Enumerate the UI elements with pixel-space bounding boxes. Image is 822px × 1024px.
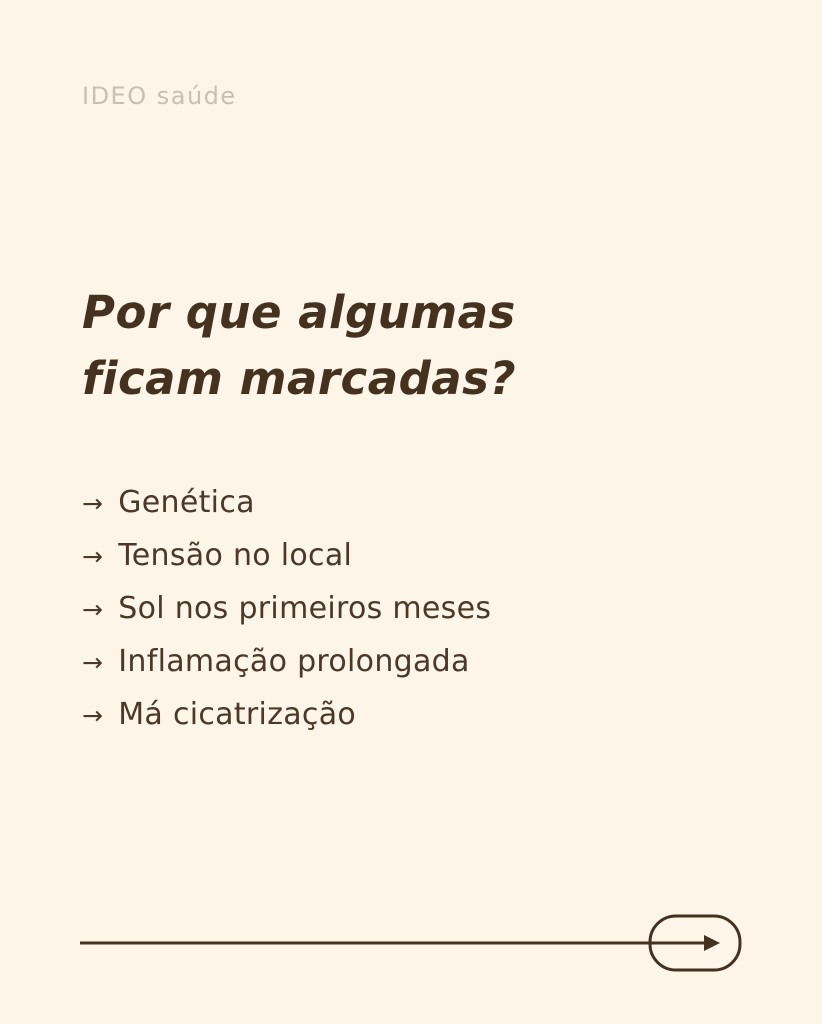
list-item-label: Tensão no local xyxy=(118,538,353,573)
arrow-bullet-icon: → xyxy=(82,489,104,518)
arrow-bullet-icon: → xyxy=(82,701,104,730)
list-item xyxy=(82,636,491,689)
list-item-label: Genética xyxy=(118,485,255,520)
brand-logo: IDEO saúde xyxy=(82,82,237,110)
arrow-bullet-icon: → xyxy=(82,648,104,677)
list-item xyxy=(82,689,491,742)
list-item xyxy=(82,477,491,530)
reasons-list xyxy=(82,477,491,742)
list-item xyxy=(82,530,491,583)
arrow-bullet-icon: → xyxy=(82,542,104,571)
list-item-label: Inflamação prolongada xyxy=(118,644,470,679)
title-line-2: ficam marcadas? xyxy=(82,352,517,405)
page-title xyxy=(82,280,516,412)
next-slide-control[interactable] xyxy=(0,895,822,1005)
title-line-1: Por que algumas xyxy=(82,286,516,339)
list-item-label: Sol nos primeiros meses xyxy=(118,591,492,626)
list-item-label: Má cicatrização xyxy=(118,697,357,732)
arrow-right-in-pill-icon[interactable] xyxy=(0,895,822,1005)
arrow-bullet-icon: → xyxy=(82,595,104,624)
list-item xyxy=(82,583,491,636)
